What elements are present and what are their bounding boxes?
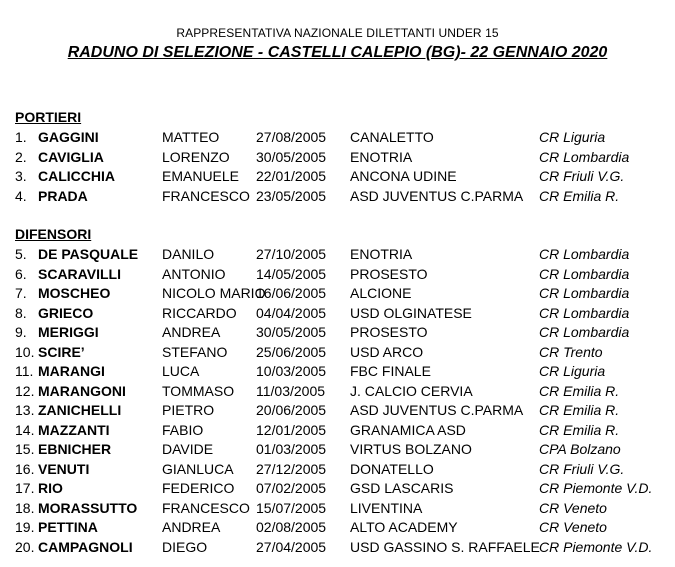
player-row [0,401,675,420]
player-club: USD ARCO [350,343,424,360]
player-region: CR Lombardia [539,304,630,321]
player-club: ENOTRIA [350,148,413,165]
player-region: CR Veneto [539,519,607,535]
player-dob: 27/10/2005 [256,246,327,262]
player-region: CR Liguria [539,363,606,379]
player-club: LIVENTINA [350,499,423,516]
player-num: 18. [15,499,35,516]
player-region: CR Veneto [539,499,607,516]
player-surname: MARANGONI [38,382,126,399]
player-name: FABIO [162,421,204,438]
player-surname: CALICCHIA [38,168,115,184]
player-row [0,167,675,186]
player-club: VIRTUS BOLZANO [350,441,472,457]
player-dob: 22/01/2005 [256,168,327,184]
player-num: 12. [15,382,35,399]
player-region: CR Emilia R. [539,421,620,438]
player-region: CR Lombardia [539,148,630,165]
player-name: ANDREA [162,324,221,340]
player-num: 20. [15,538,35,555]
player-name: PIETRO [162,402,215,418]
player-dob: 10/03/2005 [256,363,327,379]
player-region: CR Lombardia [539,324,630,340]
player-row [0,343,675,362]
player-name: ANTONIO [162,265,226,282]
player-region: CR Trento [539,343,603,360]
player-surname: VENUTI [38,460,90,477]
player-num: 7. [15,285,27,301]
player-row [0,148,675,167]
player-surname: MORASSUTTO [38,499,138,516]
player-num: 2. [15,148,27,165]
player-dob: 02/08/2005 [256,519,327,535]
player-row [0,518,675,537]
player-num: 14. [15,421,35,438]
player-num: 19. [15,519,35,535]
player-surname: GRIECO [38,304,94,321]
player-num: 1. [15,129,27,145]
section-title: DIFENSORI [15,226,92,242]
player-name: GIANLUCA [162,460,234,477]
document-title: RADUNO DI SELEZIONE - CASTELLI CALEPIO (BG)- 22 GENNAIO 2020 [67,44,608,61]
player-dob: 07/02/2005 [256,480,327,496]
player-name: NICOLO MARIO [162,285,266,301]
player-surname: GAGGINI [38,129,99,145]
player-dob: 14/05/2005 [256,265,327,282]
player-surname: CAVIGLIA [38,148,104,165]
player-name: DAVIDE [162,441,214,457]
header-text: RAPPRESENTATIVA NAZIONALE DILETTANTI UNDER 15 [176,26,499,40]
player-name: FRANCESCO [162,187,250,204]
player-surname: PRADA [38,187,88,204]
player-row [0,479,675,498]
player-dob: 27/08/2005 [256,129,327,145]
player-club: PROSESTO [350,324,428,340]
player-dob: 27/04/2005 [256,538,327,555]
player-num: 10. [15,343,35,360]
player-row [0,284,675,303]
player-dob: 30/05/2005 [256,148,327,165]
player-dob: 01/03/2005 [256,441,327,457]
player-club: ALCIONE [350,285,412,301]
player-club: USD GASSINO S. RAFFAELE [350,538,540,555]
player-num: 6. [15,265,27,282]
player-club: ANCONA UDINE [350,168,457,184]
player-num: 9. [15,324,27,340]
player-region: CR Lombardia [539,285,630,301]
player-region: CR Lombardia [539,265,630,282]
player-surname: MAZZANTI [38,421,110,438]
player-club: J. CALCIO CERVIA [350,382,473,399]
player-dob: 25/06/2005 [256,343,327,360]
player-surname: EBNICHER [38,441,112,457]
player-row [0,538,675,557]
player-name: DANILO [162,246,215,262]
player-row [0,382,675,401]
player-dob: 15/07/2005 [256,499,327,516]
section-title: PORTIERI [15,109,82,125]
player-dob: 16/06/2005 [256,285,327,301]
player-region: CR Emilia R. [539,402,620,418]
player-surname: CAMPAGNOLI [38,538,133,555]
player-surname: SCIRE’ [38,343,85,360]
player-name: LUCA [162,363,200,379]
player-region: CR Emilia R. [539,382,620,399]
player-row [0,362,675,381]
player-surname: MERIGGI [38,324,99,340]
player-num: 8. [15,304,27,321]
player-club: ALTO ACADEMY [350,519,458,535]
player-row [0,460,675,479]
player-name: LORENZO [162,148,230,165]
player-name: DIEGO [162,538,208,555]
player-region: CPA Bolzano [539,441,621,457]
player-club: ASD JUVENTUS C.PARMA [350,402,524,418]
player-surname: MARANGI [38,363,105,379]
player-club: USD OLGINATESE [350,304,472,321]
player-name: ANDREA [162,519,221,535]
player-name: RICCARDO [162,304,237,321]
player-dob: 20/06/2005 [256,402,327,418]
player-surname: PETTINA [38,519,98,535]
player-region: CR Emilia R. [539,187,620,204]
player-surname: SCARAVILLI [38,265,121,282]
player-row [0,421,675,440]
player-dob: 11/03/2005 [256,382,326,399]
player-club: GSD LASCARIS [350,480,454,496]
player-num: 13. [15,402,35,418]
player-row [0,245,675,264]
player-name: FRANCESCO [162,499,250,516]
player-club: CANALETTO [350,129,434,145]
player-num: 11. [15,363,34,379]
player-surname: RIO [38,480,63,496]
player-club: PROSESTO [350,265,428,282]
player-num: 16. [15,460,35,477]
player-dob: 30/05/2005 [256,324,327,340]
player-region: CR Piemonte V.D. [539,538,653,555]
player-num: 15. [15,441,35,457]
player-region: CR Piemonte V.D. [539,480,653,496]
player-club: FBC FINALE [350,363,431,379]
player-row [0,128,675,147]
player-dob: 12/01/2005 [256,421,327,438]
player-surname: ZANICHELLI [38,402,122,418]
player-name: STEFANO [162,343,228,360]
player-dob: 23/05/2005 [256,187,327,204]
player-row [0,499,675,518]
player-club: DONATELLO [350,460,434,477]
player-name: FEDERICO [162,480,235,496]
player-row [0,304,675,323]
player-num: 3. [15,168,27,184]
player-name: TOMMASO [162,382,235,399]
player-name: MATTEO [162,129,220,145]
player-num: 17. [15,480,35,496]
player-region: CR Friuli V.G. [539,460,625,477]
player-dob: 04/04/2005 [256,304,327,321]
player-region: CR Liguria [539,129,606,145]
player-row [0,265,675,284]
player-name: EMANUELE [162,168,240,184]
player-club: ASD JUVENTUS C.PARMA [350,187,524,204]
player-dob: 27/12/2005 [256,460,327,477]
player-surname: MOSCHEO [38,285,111,301]
player-surname: DE PASQUALE [38,246,139,262]
player-num: 5. [15,246,27,262]
player-club: GRANAMICA ASD [350,421,466,438]
player-region: CR Friuli V.G. [539,168,625,184]
player-row [0,440,675,459]
player-row [0,187,675,206]
player-num: 4. [15,187,27,204]
player-club: ENOTRIA [350,246,413,262]
player-row [0,323,675,342]
player-region: CR Lombardia [539,246,630,262]
